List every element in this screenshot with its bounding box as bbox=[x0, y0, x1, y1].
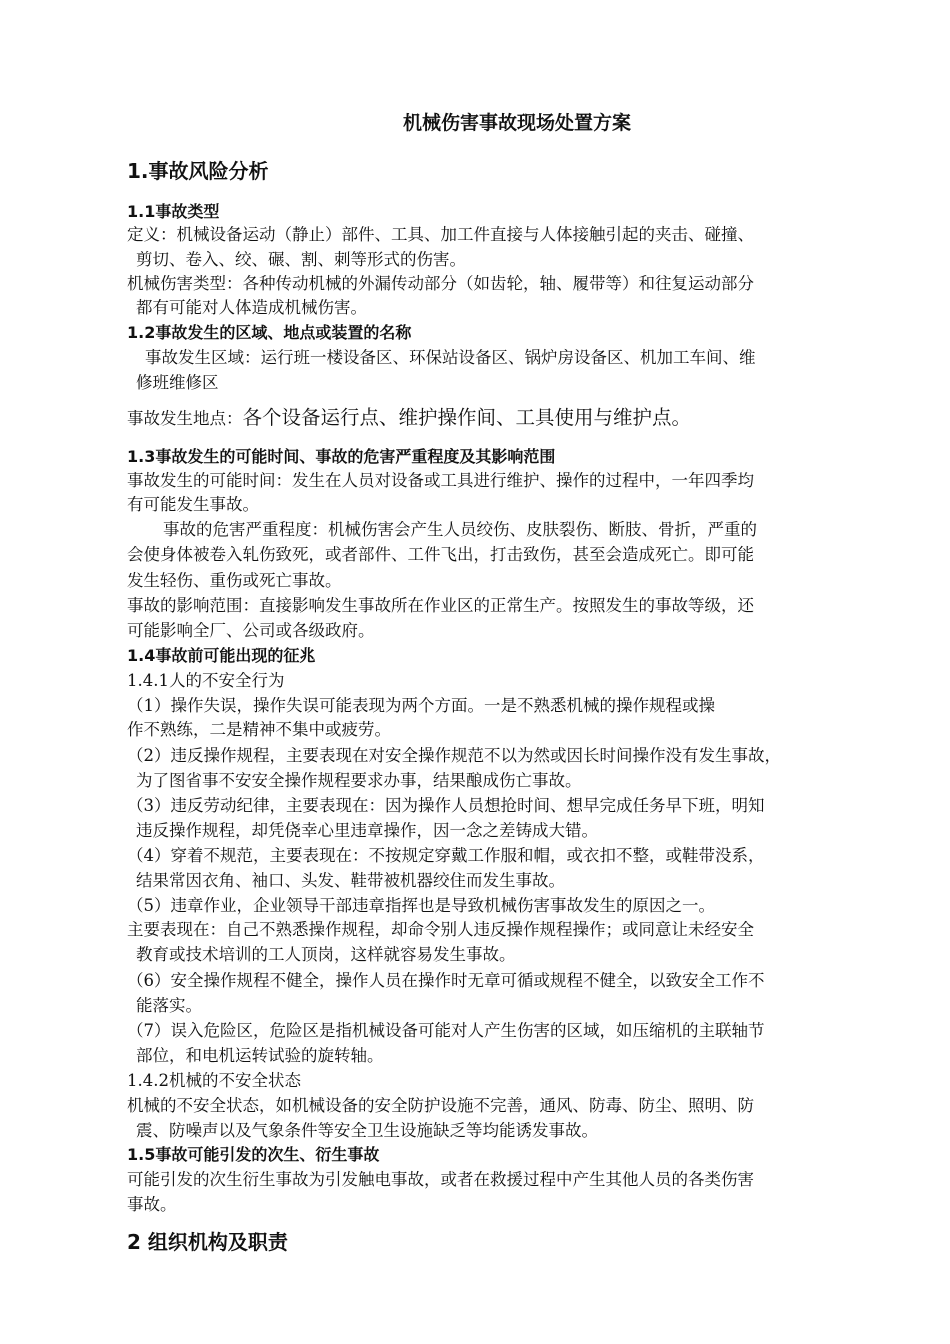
paragraph-line: （1）操作失误，操作失误可能表现为两个方面。一是不熟悉机械的操作规程或操 bbox=[127, 696, 715, 715]
paragraph-line: 结果常因衣角、袖口、头发、鞋带被机器绞住而发生事故。 bbox=[136, 871, 565, 890]
paragraph-line: 定义：机械设备运动（静止）部件、工具、加工件直接与人体接触引起的夹击、碰撞、 bbox=[127, 225, 754, 244]
paragraph-line: 修班维修区 bbox=[136, 373, 219, 392]
paragraph-line: 都有可能对人体造成机械伤害。 bbox=[136, 298, 367, 317]
paragraph-line: 主要表现在：自己不熟悉操作规程，却命令别人违反操作规程操作；或同意让未经安全 bbox=[127, 920, 754, 939]
paragraph-line: 事故的危害严重程度：机械伤害会产生人员绞伤、皮肤裂伤、断肢、骨折，严重的 bbox=[163, 520, 757, 539]
paragraph-line: 会使身体被卷入轧伤致死，或者部件、工件飞出，打击致伤，甚至会造成死亡。即可能 bbox=[127, 545, 754, 564]
subsubsection-heading-1-4-2: 1.4.2机械的不安全状态 bbox=[127, 1071, 301, 1090]
subsubsection-heading-1-4-1: 1.4.1人的不安全行为 bbox=[127, 671, 285, 690]
subsection-heading-1-5: 1.5事故可能引发的次生、衍生事故 bbox=[127, 1145, 380, 1164]
paragraph-line: 事故发生的可能时间：发生在人员对设备或工具进行维护、操作的过程中，一年四季均 bbox=[127, 471, 754, 490]
paragraph-line: 震、防噪声以及气象条件等安全卫生设施缺乏等均能诱发事故。 bbox=[136, 1121, 598, 1140]
paragraph-line: （2）违反操作规程，主要表现在对安全操作规范不以为然或因长时间操作没有发生事故， bbox=[127, 746, 781, 765]
subsection-heading-1-1: 1.1事故类型 bbox=[127, 202, 220, 221]
subsection-heading-1-2: 1.2事故发生的区域、地点或装置的名称 bbox=[127, 323, 412, 342]
section-heading-1: 1.事故风险分析 bbox=[127, 159, 269, 183]
section-heading-2: 2 组织机构及职责 bbox=[127, 1230, 288, 1254]
paragraph-line: （6）安全操作规程不健全，操作人员在操作时无章可循或规程不健全，以致安全工作不 bbox=[127, 971, 765, 990]
paragraph-line: 事故发生区域：运行班一楼设备区、环保站设备区、锅炉房设备区、机加工车间、维 bbox=[145, 348, 756, 367]
paragraph-line: 可能影响全厂、公司或各级政府。 bbox=[127, 621, 375, 640]
paragraph-line: 机械伤害类型：各种传动机械的外漏传动部分（如齿轮，轴、履带等）和往复运动部分 bbox=[127, 274, 754, 293]
subsection-heading-1-4: 1.4事故前可能出现的征兆 bbox=[127, 646, 316, 665]
location-label: 事故发生地点： bbox=[127, 409, 243, 428]
paragraph-line: 违反操作规程，却凭侥幸心里违章操作，因一念之差铸成大错。 bbox=[136, 821, 598, 840]
document-title: 机械伤害事故现场处置方案 bbox=[403, 112, 632, 134]
paragraph-line: 机械的不安全状态，如机械设备的安全防护设施不完善，通风、防毒、防尘、照明、防 bbox=[127, 1096, 754, 1115]
paragraph-line: 发生轻伤、重伤或死亡事故。 bbox=[127, 571, 342, 590]
paragraph-line: （5）违章作业，企业领导干部违章指挥也是导致机械伤害事故发生的原因之一。 bbox=[127, 896, 715, 915]
paragraph-line: 能落实。 bbox=[136, 996, 202, 1015]
paragraph-line: 事故。 bbox=[127, 1195, 177, 1214]
paragraph-line: 有可能发生事故。 bbox=[127, 495, 259, 514]
paragraph-line: 为了图省事不安安全操作规程要求办事，结果酿成伤亡事故。 bbox=[136, 771, 582, 790]
paragraph-line: 作不熟练，二是精神不集中或疲劳。 bbox=[127, 720, 391, 739]
subsection-heading-1-3: 1.3事故发生的可能时间、事故的危害严重程度及其影响范围 bbox=[127, 447, 556, 466]
paragraph-line: （3）违反劳动纪律，主要表现在：因为操作人员想抢时间、想早完成任务早下班，明知 bbox=[127, 796, 765, 815]
paragraph-line: 部位，和电机运转试验的旋转轴。 bbox=[136, 1046, 384, 1065]
paragraph-line: 教育或技术培训的工人顶岗，这样就容易发生事故。 bbox=[136, 945, 516, 964]
paragraph-line: （4）穿着不规范，主要表现在：不按规定穿戴工作服和帽，或衣扣不整，或鞋带没系， bbox=[127, 846, 765, 865]
paragraph-line: 剪切、卷入、绞、碾、割、刺等形式的伤害。 bbox=[136, 250, 466, 269]
paragraph-line: （7）误入危险区，危险区是指机械设备可能对人产生伤害的区域，如压缩机的主联轴节 bbox=[127, 1021, 765, 1040]
paragraph-line: 事故的影响范围：直接影响发生事故所在作业区的正常生产。按照发生的事故等级，还 bbox=[127, 596, 754, 615]
paragraph-line bbox=[127, 408, 691, 429]
location-text: 各个设备运行点、维护操作间、工具使用与维护点。 bbox=[242, 406, 692, 429]
paragraph-line: 可能引发的次生衍生事故为引发触电事故，或者在救援过程中产生其他人员的各类伤害 bbox=[127, 1170, 754, 1189]
